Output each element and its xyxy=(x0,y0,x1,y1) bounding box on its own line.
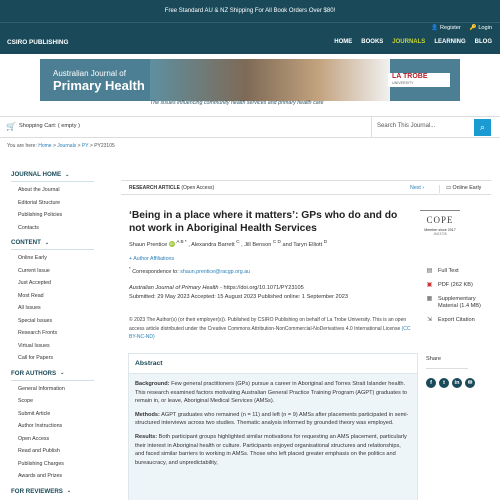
license-body: © 2023 The Author(s) (or their employer(s)). Published by CSIRO Publishing on behalf of La Trobe University. This is an open access article distributed under the Creative Commons Attribution-NonCommercial-NoDerivatives 4.0 International License xyxy=(129,317,407,332)
sidebar-item-call-for-papers[interactable]: Call for Papers xyxy=(18,355,54,361)
asterisk: * xyxy=(129,266,131,271)
sidebar-item-most-read[interactable]: Most Read xyxy=(18,292,44,299)
nav-home[interactable]: HOME xyxy=(334,39,353,45)
document-icon: ▤ xyxy=(426,268,433,274)
tool-label: Full Text xyxy=(438,268,459,274)
next-label: Next xyxy=(410,185,421,191)
section-text: Few general practitioners (GPs) pursue a career in Aboriginal and Torres Strait Islander health. This research examined factors motivating Australian General Practice Training Program (AGPT) graduates to remain in, or leave, Aboriginal Medical Services (AMSs). xyxy=(135,381,408,405)
share-icons xyxy=(426,378,496,388)
full-text-link[interactable] xyxy=(426,268,496,275)
export-icon: ⇲ xyxy=(426,317,433,323)
author-link[interactable]: and Taryn Elliott xyxy=(282,241,323,248)
sidebar-item-contacts[interactable]: Contacts xyxy=(18,224,39,231)
search-placeholder: Search This Journal... xyxy=(377,123,436,129)
section-text: AGPT graduates who remained (n = 11) and left (n = 9) AMSs after placements participated in semi-structured interviews across two studies. Thematic analysis informed by grounded theory was employed. xyxy=(135,411,409,427)
breadcrumb-current: PY23105 xyxy=(94,143,115,149)
sidebar-item-general-info[interactable]: General Information xyxy=(18,385,65,392)
breadcrumb xyxy=(7,143,115,149)
journal-banner-area xyxy=(0,54,500,116)
heading-label: JOURNAL HOME xyxy=(11,171,62,178)
author-link[interactable]: , Jill Benson xyxy=(241,241,272,248)
nav-links xyxy=(0,39,492,45)
login-label: Login xyxy=(478,25,492,31)
register-label: Register xyxy=(439,25,461,31)
sidebar-item-research-fronts[interactable]: Research Fronts xyxy=(18,330,58,336)
author-affiliations-toggle[interactable]: + Author Affiliations xyxy=(129,256,175,262)
section-label: Results: xyxy=(135,433,158,440)
divider xyxy=(11,249,94,250)
journal-title-line1: Australian Journal of xyxy=(53,69,126,78)
tool-label: Export Citation xyxy=(438,317,475,323)
sidebar-item-scope[interactable]: Scope xyxy=(18,398,34,404)
abstract-heading[interactable]: Abstract xyxy=(129,354,417,374)
sidebar-item-policies[interactable]: Publishing Policies xyxy=(18,212,63,218)
author-link[interactable]: , Alexandra Barrett xyxy=(188,241,235,248)
article-title: ‘Being in a place where it matters’: GPs who do and do not work in Aboriginal Health Services xyxy=(129,210,398,234)
online-early-badge xyxy=(439,185,481,193)
sidebar-item-about[interactable]: About the Journal xyxy=(18,187,60,193)
latrobe-sub: UNIVERSITY xyxy=(392,81,414,85)
online-early-label: Online Early xyxy=(452,185,482,191)
journal-title-line2: Primary Health xyxy=(53,78,145,93)
abstract-results xyxy=(135,433,411,467)
author-link[interactable]: Shaun Prentice xyxy=(129,241,168,248)
cope-since: Member since 2017 xyxy=(424,228,456,232)
breadcrumb-sep: > xyxy=(89,143,93,149)
sidebar-journal-home xyxy=(11,170,100,234)
sidebar-for-reviewers xyxy=(11,487,100,496)
breadcrumb-prefix: You are here: xyxy=(7,143,37,149)
banner-photo xyxy=(150,59,390,101)
share-label: Share xyxy=(426,356,468,369)
sidebar-item-all-issues[interactable]: All Issues xyxy=(18,305,41,311)
sidebar-item-online-early[interactable]: Online Early xyxy=(18,255,47,261)
journal-banner[interactable] xyxy=(40,59,460,101)
register-link[interactable] xyxy=(431,25,460,31)
correspondence-email[interactable]: shaun.prentice@racgp.org.au xyxy=(180,268,251,275)
chevron-down-icon: ⌄ xyxy=(66,488,72,494)
abstract-methods xyxy=(135,411,411,428)
sidebar-heading-for-reviewers[interactable] xyxy=(11,487,100,496)
breadcrumb-sep: > xyxy=(77,143,81,149)
divider xyxy=(11,380,94,381)
author-sup: C xyxy=(236,239,240,244)
sidebar-heading-content[interactable] xyxy=(11,238,100,247)
citation-block xyxy=(129,284,409,302)
cart-label[interactable]: Shopping Cart: ( empty ) xyxy=(19,123,80,129)
pdf-link[interactable] xyxy=(426,282,496,289)
sidebar-item-open-access[interactable]: Open Access xyxy=(18,435,50,442)
divider xyxy=(11,181,94,182)
access-label: (Open Access) xyxy=(181,185,215,191)
orcid-icon[interactable]: iD xyxy=(169,241,174,247)
chevron-down-icon: ⌄ xyxy=(65,171,70,178)
attachment-icon: ▦ xyxy=(426,296,433,302)
sidebar-item-author-instructions[interactable]: Author Instructions xyxy=(18,423,63,429)
article-dates: Submitted: 29 May 2023 Accepted: 15 August 2023 Published online: 1 September 2023 xyxy=(129,293,348,300)
license-text xyxy=(129,316,419,342)
cart-search-bar xyxy=(0,116,500,138)
sidebar-item-read-publish[interactable]: Read and Publish xyxy=(18,448,60,454)
article-type xyxy=(129,185,214,191)
linkedin-icon[interactable]: in xyxy=(452,378,462,388)
author-list xyxy=(129,239,409,248)
sidebar-item-just-accepted[interactable]: Just Accepted xyxy=(18,280,51,286)
cope-code: JM13728 xyxy=(433,232,447,236)
heading-label: FOR AUTHORS xyxy=(11,369,57,377)
chevron-down-icon: ⌄ xyxy=(60,370,65,376)
share-panel xyxy=(426,356,496,388)
account-links xyxy=(431,25,492,31)
abstract-panel xyxy=(128,353,418,500)
correspondence xyxy=(129,266,250,275)
sidebar-item-editorial[interactable]: Editorial Structure xyxy=(18,199,61,206)
facebook-icon[interactable]: f xyxy=(426,378,436,388)
clipboard-icon: ▭ xyxy=(446,185,453,191)
tool-label: PDF (262 KB) xyxy=(438,282,473,288)
nav-journals[interactable]: JOURNALS xyxy=(392,39,426,45)
section-label: Methods: xyxy=(135,411,160,418)
search-button[interactable] xyxy=(474,119,491,136)
pdf-icon: ▣ xyxy=(426,282,433,288)
heading-label: CONTENT xyxy=(11,239,41,246)
sidebar xyxy=(0,166,100,500)
citation-doi[interactable]: - https://doi.org/10.1071/PY23105 xyxy=(220,285,304,291)
article-meta-bar xyxy=(121,180,491,195)
article-tools xyxy=(426,268,496,331)
nav-blog[interactable]: BLOG xyxy=(474,39,492,45)
tool-label: Supplementary Material (1.4 MB) xyxy=(438,296,481,309)
section-text: Both participant groups highlighted similar motivations for requesting an AMS placement, particularly their interest in Aboriginal health or culture. Participants enjoyed organisational structures and relationships, and faced similar barriers to working in AMSs. Those who left placed greater emphasis on the politics and bureaucracy, and unpredictability, xyxy=(135,433,407,466)
promo-banner: Free Standard AU & NZ Shipping For All Book Orders Over $80! xyxy=(0,0,500,22)
sidebar-item-current-issue[interactable]: Current Issue xyxy=(18,267,50,274)
abstract-body xyxy=(129,374,417,500)
breadcrumb-home[interactable]: Home xyxy=(38,143,52,149)
heading-label: FOR REVIEWERS xyxy=(11,487,63,495)
search-input[interactable] xyxy=(371,117,472,138)
main-nav xyxy=(0,22,500,54)
breadcrumb-py[interactable]: PY xyxy=(81,143,89,149)
sidebar-item-awards[interactable]: Awards and Prizes xyxy=(18,473,63,479)
nav-books[interactable]: BOOKS xyxy=(361,39,384,45)
twitter-icon[interactable]: t xyxy=(439,378,449,388)
sidebar-item-special-issues[interactable]: Special Issues xyxy=(18,317,53,324)
cart-icon[interactable]: 🛒 xyxy=(6,122,16,131)
export-citation-link[interactable] xyxy=(426,317,496,324)
nav-learning[interactable]: LEARNING xyxy=(434,39,466,45)
section-label: Background: xyxy=(135,381,170,387)
breadcrumb-sep: > xyxy=(52,143,56,149)
sidebar-for-authors xyxy=(11,369,100,483)
license-link[interactable]: (CC BY-NC-ND) xyxy=(129,325,411,340)
abstract-background xyxy=(135,380,411,406)
user-icon: 👤 xyxy=(431,25,440,31)
correspondence-label: Correspondence to: xyxy=(132,268,179,275)
search-icon: ⌕ xyxy=(479,122,486,132)
journal-tagline: The issues influencing community health services and primary health care xyxy=(150,100,324,106)
email-icon[interactable]: ✉ xyxy=(465,378,475,388)
author-sup: D xyxy=(323,239,328,244)
sidebar-item-virtual-issues[interactable]: Virtual Issues xyxy=(18,342,50,349)
sidebar-item-charges[interactable]: Publishing Charges xyxy=(18,460,64,467)
chevron-down-icon: ⌄ xyxy=(44,239,50,246)
cope-badge[interactable] xyxy=(420,210,460,258)
latrobe-logo xyxy=(388,73,450,87)
chevron-right-icon: › xyxy=(422,185,425,191)
article-type-label: RESEARCH ARTICLE xyxy=(129,185,180,191)
sidebar-item-submit[interactable]: Submit Article xyxy=(18,410,51,417)
sidebar-heading-journal-home[interactable] xyxy=(11,170,100,179)
author-sup: A B * xyxy=(176,239,187,244)
next-article-link[interactable] xyxy=(410,185,424,191)
cope-logo: COPE xyxy=(420,210,460,225)
brand-logo[interactable]: CSIRO PUBLISHING xyxy=(7,39,69,46)
citation-line xyxy=(129,284,409,293)
login-link[interactable] xyxy=(470,25,492,31)
citation-journal: Australian Journal of Primary Health xyxy=(129,285,219,291)
breadcrumb-journals[interactable]: Journals xyxy=(57,143,77,149)
supplementary-link[interactable] xyxy=(426,296,496,310)
sidebar-heading-for-authors[interactable] xyxy=(11,369,100,378)
login-icon: 🔑 xyxy=(469,25,479,31)
author-sup: C D xyxy=(272,239,281,244)
latrobe-name: LA TROBE xyxy=(392,73,428,80)
sidebar-content xyxy=(11,238,100,365)
